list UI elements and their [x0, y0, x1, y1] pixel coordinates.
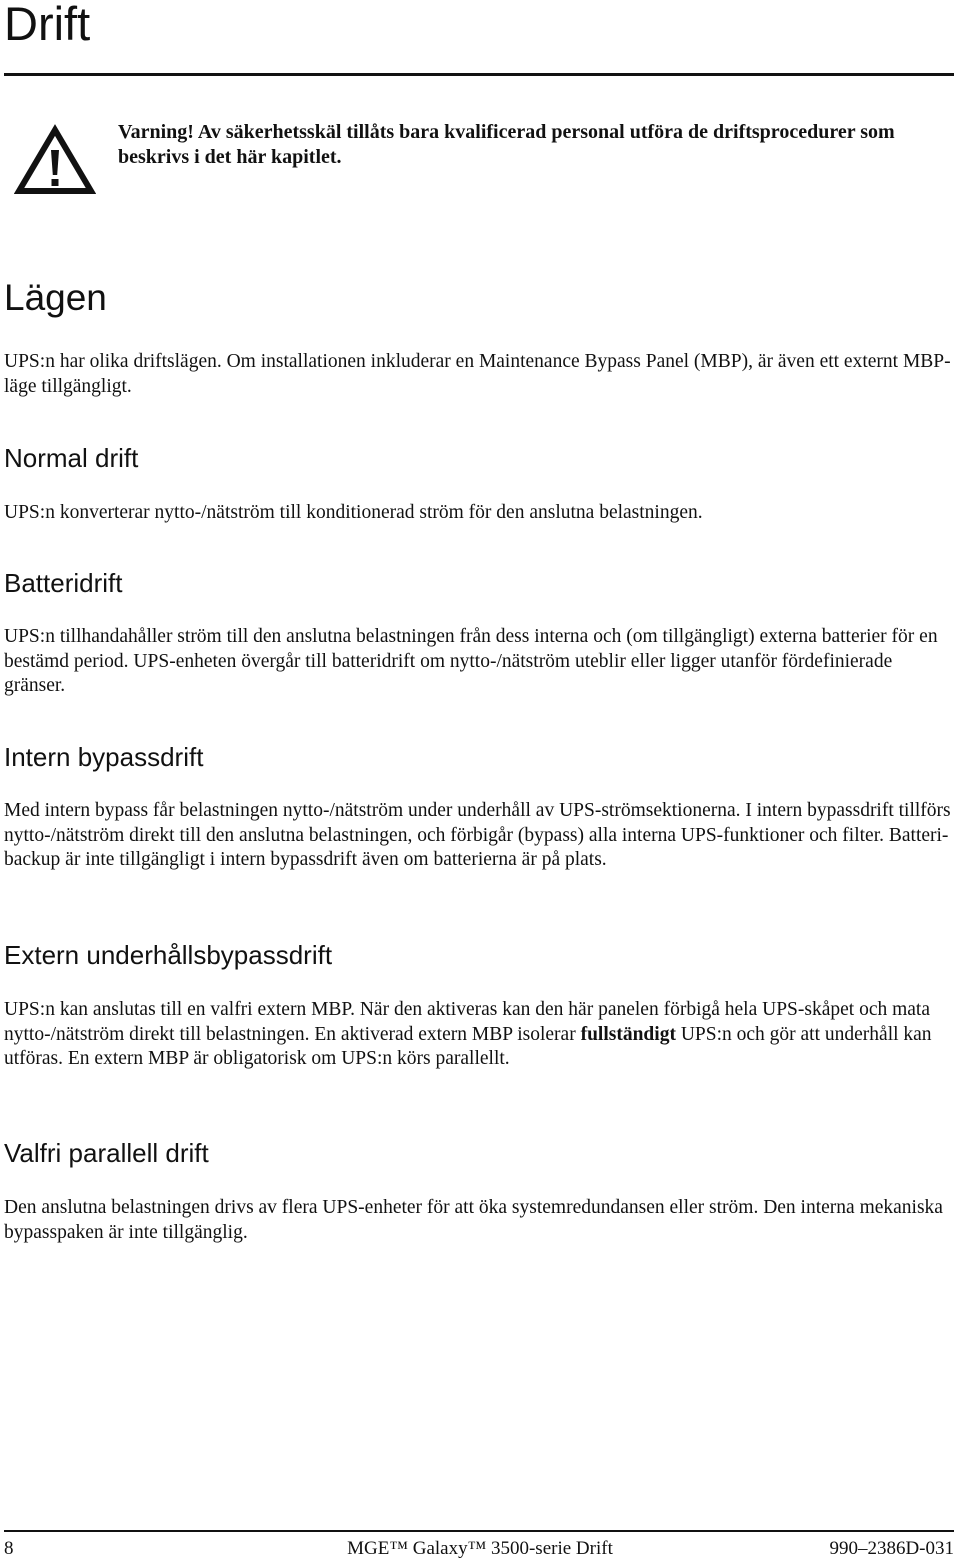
footer-title: MGE™ Galaxy™ 3500-serie Drift	[347, 1538, 613, 1559]
subsection-text-internal-bypass: Med intern bypass får belastningen nytto-/nätström under underhåll av UPS-strömsektionerna. I intern bypassdrift tillförs nytto-/nätström direkt till den anslutna belastningen, och förbigår (bypass) alla interna UPS-funktioner och filter. Batteri-backup är inte tillgängligt i intern bypassdrift även om batterierna är på plats.	[4, 800, 951, 870]
subsection-title-normal: Normal drift	[4, 443, 139, 473]
subsection-title-internal-bypass: Intern bypassdrift	[4, 742, 204, 772]
subsection-text-external-bypass	[4, 998, 952, 1072]
intro-paragraph: UPS:n har olika driftslägen. Om installationen inkluderar en Maintenance Bypass Panel (MBP), är även ett externt MBP-läge tillgängligt.	[4, 351, 951, 397]
subsection-title-parallel: Valfri parallell drift	[4, 1138, 209, 1168]
warning-label: Varning!	[118, 121, 194, 143]
external-bypass-text-part2: UPS:n och gör att underhåll kan utföras. En extern MBP är obligatorisk om UPS:n körs parallellt.	[4, 1023, 932, 1069]
footer-doc-id: 990–2386D-031	[829, 1538, 954, 1559]
warning-message	[118, 120, 948, 170]
subsection-text-battery: UPS:n tillhandahåller ström till den anslutna belastningen från dess interna och (om tillgängligt) externa batterier för en bestämd period. UPS-enheten övergår till batteridrift om nytto-/nätström uteblir eller ligger utanför fördefinierade gränser.	[4, 626, 938, 696]
warning-triangle-icon	[14, 124, 96, 196]
title-rule	[4, 73, 954, 76]
external-bypass-text-part1: UPS:n kan anslutas till en valfri extern MBP. När den aktiveras kan den här panelen förbigå hela UPS-skåpet och mata nytto-/nätström direkt till belastningen. En aktiverad extern MBP isolerar	[4, 999, 931, 1045]
page-title: Drift	[4, 0, 91, 50]
subsection-text-parallel: Den anslutna belastningen drivs av flera UPS-enheter för att öka systemredundansen eller ström. Den interna mekaniska bypasspaken är inte tillgänglig.	[4, 1197, 943, 1243]
footer-page-number: 8	[4, 1538, 14, 1559]
warning-text: Av säkerhetsskäl tillåts bara kvalificerad personal utföra de driftsprocedurer som beskrivs i det här kapitlet.	[118, 121, 895, 168]
subsection-text-normal: UPS:n konverterar nytto-/nätström till konditionerad ström för den anslutna belastningen.	[4, 502, 703, 523]
subsection-title-battery: Batteridrift	[4, 568, 123, 598]
external-bypass-bold-word: fullständigt	[580, 1023, 676, 1045]
subsection-title-external-bypass: Extern underhållsbypassdrift	[4, 940, 333, 970]
footer-rule	[4, 1530, 954, 1532]
section-title: Lägen	[4, 277, 107, 318]
